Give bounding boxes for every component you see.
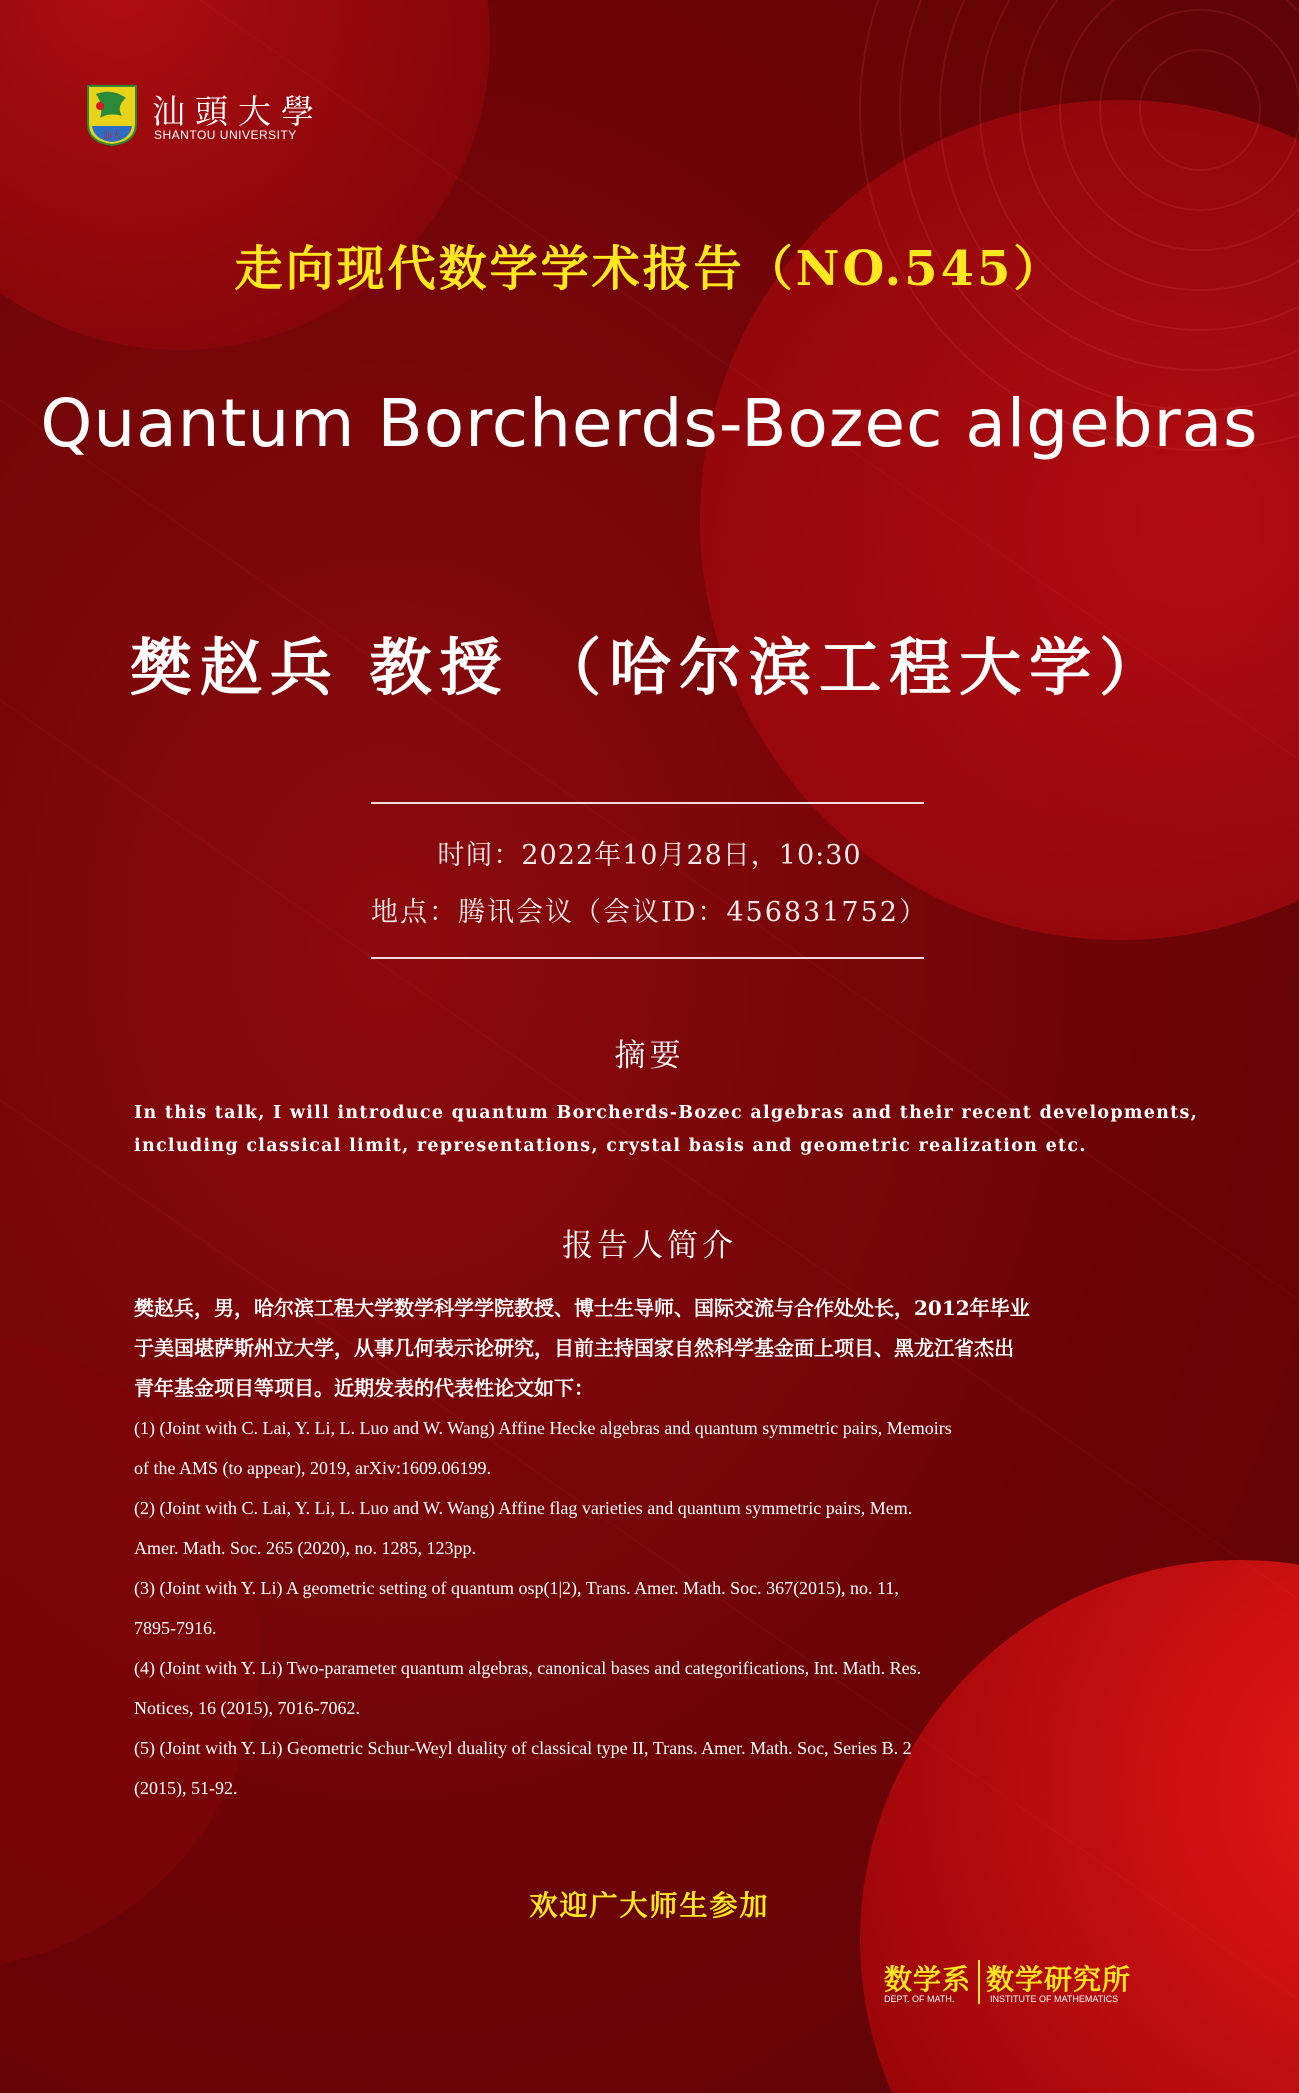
welcome-text: 欢迎广大师生参加 — [529, 1889, 770, 1922]
reference-line: (3) (Joint with Y. Li) A geometric setting of quantum osp(1|2), Trans. Amer. Math. Soc. 367(2015), no. 11, — [134, 1578, 899, 1598]
dept-separator — [978, 1960, 980, 2004]
university-crest-icon — [86, 84, 138, 146]
reference-line: (2) (Joint with C. Lai, Y. Li, L. Luo and W. Wang) Affine flag varieties and quantum symmetric pairs, Mem. — [134, 1498, 913, 1518]
speaker-name: 樊赵兵 教授 （哈尔滨工程大学） — [129, 631, 1170, 704]
reference-list — [134, 1408, 1134, 1808]
talk-place: 地点：腾讯会议（会议ID：456831752） — [371, 897, 928, 928]
series-title: 走向现代数学学术报告（NO.545） — [234, 241, 1065, 297]
abstract-text — [134, 1097, 1199, 1163]
bio-line: 青年基金项目等项目。近期发表的代表性论文如下： — [134, 1376, 594, 1400]
talk-time: 时间：2022年10月28日，10:30 — [437, 840, 862, 871]
reference-line: Notices, 16 (2015), 7016-7062. — [134, 1698, 360, 1718]
bio-line: 樊赵兵，男，哈尔滨工程大学数学科学学院教授、博士生导师、国际交流与合作处处长，2012年毕业 — [134, 1296, 1030, 1320]
reference-line: 7895-7916. — [134, 1618, 217, 1638]
reference-line: (2015), 51-92. — [134, 1778, 238, 1798]
reference-line: (5) (Joint with Y. Li) Geometric Schur-Weyl duality of classical type II, Trans. Amer. Math. Soc, Series B. 2 — [134, 1738, 912, 1758]
university-logo — [86, 82, 346, 152]
bio-text — [134, 1288, 1134, 1408]
abstract-heading: 摘要 — [614, 1038, 685, 1074]
math-dept-cn: 数学系 — [884, 1963, 972, 1996]
reference-line: of the AMS (to appear), 2019, arXiv:1609.06199. — [134, 1458, 491, 1478]
reference-line: Amer. Math. Soc. 265 (2020), no. 1285, 123pp. — [134, 1538, 476, 1558]
institute-cn: 数学研究所 — [986, 1963, 1132, 1996]
department-logo — [880, 1958, 1140, 2008]
talk-title: Quantum Borcherds-Bozec algebras — [40, 385, 1259, 462]
divider-bottom — [371, 957, 924, 959]
abstract-line: including classical limit, representations, crystal basis and geometric realization etc. — [134, 1136, 1087, 1156]
bio-heading: 报告人简介 — [562, 1228, 737, 1264]
university-name-en: SHANTOU UNIVERSITY — [154, 128, 297, 142]
reference-line: (4) (Joint with Y. Li) Two-parameter quantum algebras, canonical bases and categorifications, Int. Math. Res. — [134, 1658, 922, 1678]
university-name-cn: 汕頭大學 — [152, 92, 324, 131]
reference-line: (1) (Joint with C. Lai, Y. Li, L. Luo and W. Wang) Affine Hecke algebras and quantum symmetric pairs, Memoirs — [134, 1418, 952, 1438]
math-dept-en: DEPT. OF MATH. — [884, 1994, 955, 2004]
abstract-line: In this talk, I will introduce quantum Borcherds-Bozec algebras and their recent developments, — [134, 1103, 1199, 1123]
bio-line: 于美国堪萨斯州立大学，从事几何表示论研究，目前主持国家自然科学基金面上项目、黑龙江省杰出 — [134, 1336, 1014, 1360]
institute-en: INSTITUTE OF MATHEMATICS — [990, 1994, 1119, 2004]
svg-text:汕大: 汕大 — [102, 131, 122, 141]
divider-top — [371, 802, 924, 804]
